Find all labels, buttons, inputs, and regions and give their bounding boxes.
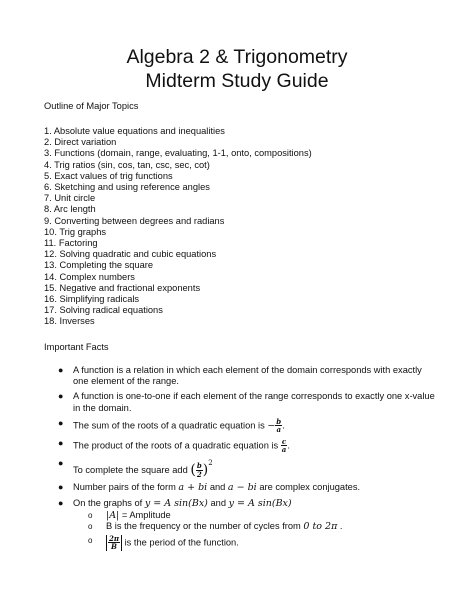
- title-line-2: Midterm Study Guide: [145, 70, 329, 92]
- fact-product-of-roots: ● The product of the roots of a quadratic equation is $\frac{c}{a}$ .: [58, 436, 290, 455]
- fact-text: are complex conjugates.: [259, 482, 361, 493]
- fact-function-definition: [58, 365, 438, 387]
- topic-item: 11. Factoring: [44, 238, 98, 249]
- fraction-denominator: a: [281, 445, 287, 455]
- topic-item: 5. Exact values of trig functions: [44, 170, 173, 181]
- topic-item: 9. Converting between degrees and radians: [44, 215, 225, 226]
- fraction-numerator: c: [281, 436, 287, 446]
- outline-heading: Outline of Major Topics: [44, 101, 139, 111]
- fraction-b-over-2: [196, 462, 203, 478]
- sub-item-amplitude: [73, 510, 438, 522]
- fact-complete-square: ● To complete the square add ( $\frac{b}{2}$ )$^2$: [58, 457, 213, 479]
- bullet-icon: ●: [58, 417, 64, 428]
- topic-item: 2. Direct variation: [44, 137, 117, 148]
- title-line-1: Algebra 2 & Trigonometry: [126, 46, 348, 68]
- sub-item-frequency: o B is the frequency or the number of cycles from 0 to 2π .: [88, 521, 343, 533]
- topic-item: 12. Solving quadratic and cubic equations: [44, 249, 217, 260]
- bullet-icon: ●: [58, 365, 64, 375]
- fact-text: A function is one-to-one if each element of the range corresponds to exactly one x-value in the domain.: [73, 391, 435, 413]
- bullet-icon: ●: [58, 437, 64, 448]
- sub-bullet-icon: o: [88, 510, 93, 520]
- fraction-numerator: b: [196, 461, 202, 471]
- topic-item: 16. Simplifying radicals: [44, 294, 140, 305]
- sub-bullet-icon: o: [88, 535, 93, 545]
- fact-one-to-one: [58, 391, 438, 413]
- topic-item: 8. Arc length: [44, 204, 96, 215]
- topic-item: 10. Trig graphs: [44, 226, 107, 237]
- fact-text: A function is a relation in which each element of the domain corresponds with exactly one element of the range.: [73, 365, 422, 387]
- math-expression: y = A sin(Bx): [228, 497, 292, 509]
- sub-item-text: is the period of the function.: [124, 537, 239, 548]
- topic-item: 18. Inverses: [44, 316, 95, 327]
- facts-heading: Important Facts: [44, 342, 109, 352]
- fraction-b-over-a: [275, 418, 282, 434]
- absolute-value-bars: [106, 535, 122, 551]
- fact-sum-of-roots: ● The sum of the roots of a quadratic equation is − $\frac{b}{a}$ .: [58, 416, 285, 435]
- topic-item: 13. Completing the square: [44, 260, 154, 271]
- trig-sub-list: [73, 510, 438, 551]
- math-expression: 0 to 2π: [303, 521, 338, 533]
- bullet-icon: ●: [58, 391, 64, 402]
- topic-item: 1. Absolute value equations and inequalities: [44, 126, 225, 136]
- topic-item: 17. Solving radical equations: [44, 305, 163, 316]
- fraction-denominator: 2: [196, 469, 202, 479]
- topic-item: 4. Trig ratios (sin, cos, tan, csc, sec, cot): [44, 159, 210, 170]
- fact-text: and: [209, 482, 226, 493]
- bullet-icon: ●: [58, 497, 64, 508]
- fact-text: The sum of the roots of a quadratic equation is: [73, 420, 265, 431]
- fact-trig-graphs: [58, 498, 438, 551]
- fraction-numerator: 2π: [109, 533, 119, 543]
- topic-item: 7. Unit circle: [44, 193, 96, 204]
- exponent: 2: [208, 458, 213, 467]
- fact-text: Number pairs of the form: [73, 482, 176, 493]
- fact-text: and: [210, 497, 226, 508]
- bullet-icon: ●: [58, 482, 64, 493]
- math-expression: a − bi: [227, 482, 257, 494]
- topic-item: 6. Sketching and using reference angles: [44, 182, 210, 193]
- sub-item-text: B is the frequency or the number of cycles from: [106, 521, 301, 532]
- sub-bullet-icon: o: [88, 522, 93, 532]
- math-expression: a + bi: [178, 482, 208, 494]
- topic-item: 3. Functions (domain, range, evaluating, 1-1, onto, compositions): [44, 148, 312, 159]
- facts-list: [58, 365, 438, 555]
- topic-item: 15. Negative and fractional exponents: [44, 282, 201, 293]
- fraction-denominator: a: [276, 425, 282, 435]
- minus-sign: −: [267, 420, 276, 432]
- topics-list: [44, 126, 312, 328]
- bullet-icon: ●: [58, 457, 64, 468]
- fact-text: The product of the roots of a quadratic equation is: [73, 440, 279, 451]
- topic-item: 14. Complex numbers: [44, 271, 135, 282]
- sub-item-text: = Amplitude: [121, 509, 171, 520]
- math-expression: |A|: [106, 509, 120, 521]
- fraction-2pi-over-b: [108, 535, 120, 551]
- fraction-denominator: B: [111, 542, 117, 552]
- sub-item-period: [73, 535, 438, 551]
- fact-complex-conjugates: [58, 482, 438, 493]
- fact-text: To complete the square add: [73, 464, 188, 475]
- fraction-c-over-a: [281, 438, 288, 454]
- fact-text: On the graphs of: [73, 497, 143, 508]
- fraction-numerator: b: [276, 416, 282, 426]
- math-expression: y = A sin(Bx): [144, 497, 208, 509]
